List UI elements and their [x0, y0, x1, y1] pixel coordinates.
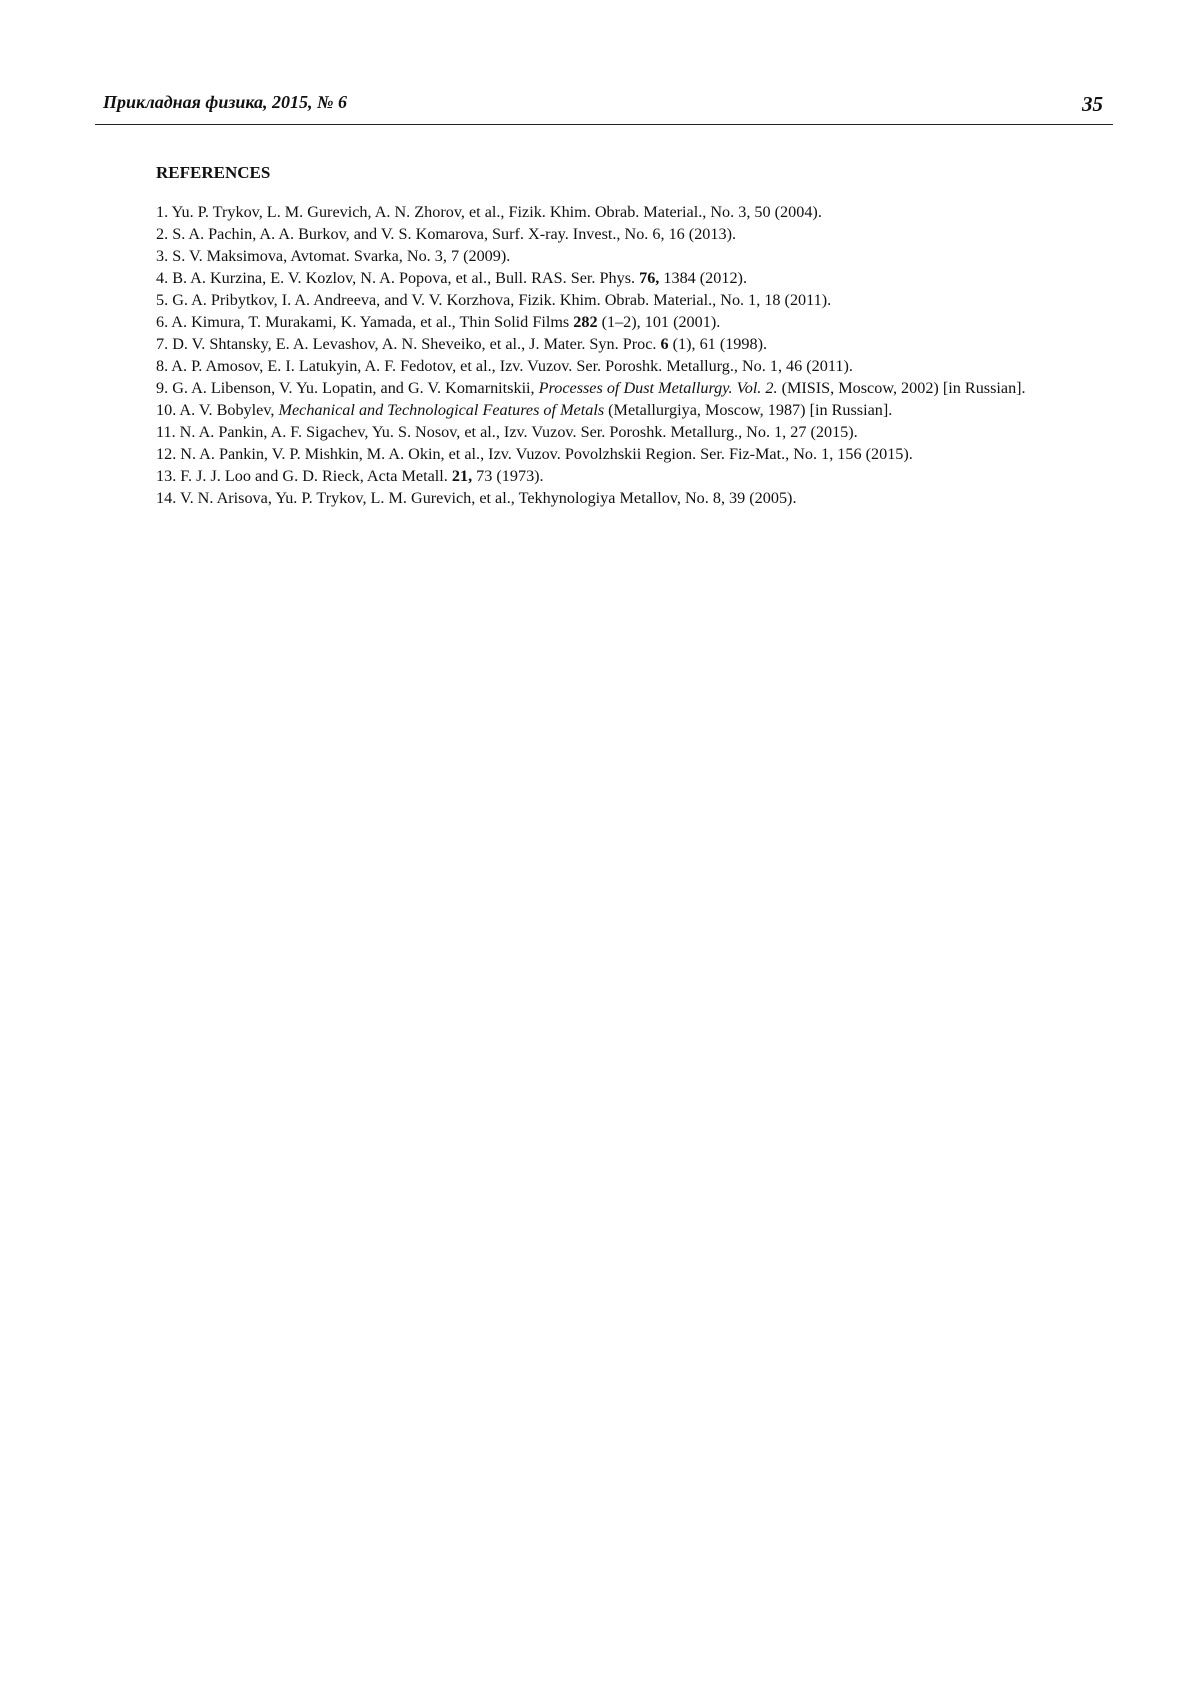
reference-item: 13. F. J. J. Loo and G. D. Rieck, Acta Metall. 21, 73 (1973). [156, 467, 544, 485]
reference-item: 5. G. A. Pribytkov, I. A. Andreeva, and V. V. Korzhova, Fizik. Khim. Obrab. Material., No. 1, 18 (2011). [156, 291, 832, 309]
reference-item: 14. V. N. Arisova, Yu. P. Trykov, L. M. Gurevich, et al., Tekhynologiya Metallov, No. 8, 39 (2005). [156, 489, 797, 507]
reference-item: 3. S. V. Maksimova, Avtomat. Svarka, No. 3, 7 (2009). [156, 247, 511, 265]
volume-number: 282 [573, 313, 598, 331]
reference-item: 2. S. A. Pachin, A. A. Burkov, and V. S. Komarova, Surf. X-ray. Invest., No. 6, 16 (2013). [156, 225, 737, 243]
reference-item: 8. A. P. Amosov, E. I. Latukyin, A. F. Fedotov, et al., Izv. Vuzov. Ser. Poroshk. Metallurg., No. 1, 46 (2011). [156, 357, 853, 375]
journal-title: Прикладная физика, 2015, № 6 [103, 92, 348, 112]
reference-item: 4. B. A. Kurzina, E. V. Kozlov, N. A. Popova, et al., Bull. RAS. Ser. Phys. 76, 1384 (2012). [156, 269, 747, 287]
reference-list [156, 201, 1114, 509]
reference-item: 10. A. V. Bobylev, Mechanical and Technological Features of Metals (Metallurgiya, Moscow, 1987) [in Russian]. [156, 401, 893, 419]
volume-number: 21, [451, 467, 473, 485]
reference-item: 1. Yu. P. Trykov, L. M. Gurevich, A. N. Zhorov, et al., Fizik. Khim. Obrab. Material., No. 3, 50 (2004). [156, 203, 822, 221]
references-section [156, 163, 1114, 509]
reference-item: 11. N. A. Pankin, A. F. Sigachev, Yu. S. Nosov, et al., Izv. Vuzov. Ser. Poroshk. Metallurg., No. 1, 27 (2015). [156, 423, 858, 441]
references-heading: REFERENCES [156, 163, 271, 182]
book-title: Processes of Dust Metallurgy. Vol. 2. [538, 379, 778, 397]
reference-item: 9. G. A. Libenson, V. Yu. Lopatin, and G. V. Komarnitskii, Processes of Dust Metallurgy. Vol. 2. (MISIS, Moscow, 2002) [in Russian]. [156, 379, 1026, 397]
volume-number: 6 [660, 335, 669, 353]
volume-number: 76, [639, 269, 660, 287]
page-header [95, 90, 1113, 125]
book-title: Mechanical and Technological Features of Metals [278, 401, 605, 419]
reference-item: 6. A. Kimura, T. Murakami, K. Yamada, et al., Thin Solid Films 282 (1–2), 101 (2001). [156, 313, 721, 331]
reference-item: 12. N. A. Pankin, V. P. Mishkin, M. A. Okin, et al., Izv. Vuzov. Povolzhskii Region. Ser. Fiz-Mat., No. 1, 156 (2015). [156, 445, 913, 463]
reference-item: 7. D. V. Shtansky, E. A. Levashov, A. N. Sheveiko, et al., J. Mater. Syn. Proc. 6 (1), 61 (1998). [156, 335, 768, 353]
page-number: 35 [1082, 92, 1103, 116]
